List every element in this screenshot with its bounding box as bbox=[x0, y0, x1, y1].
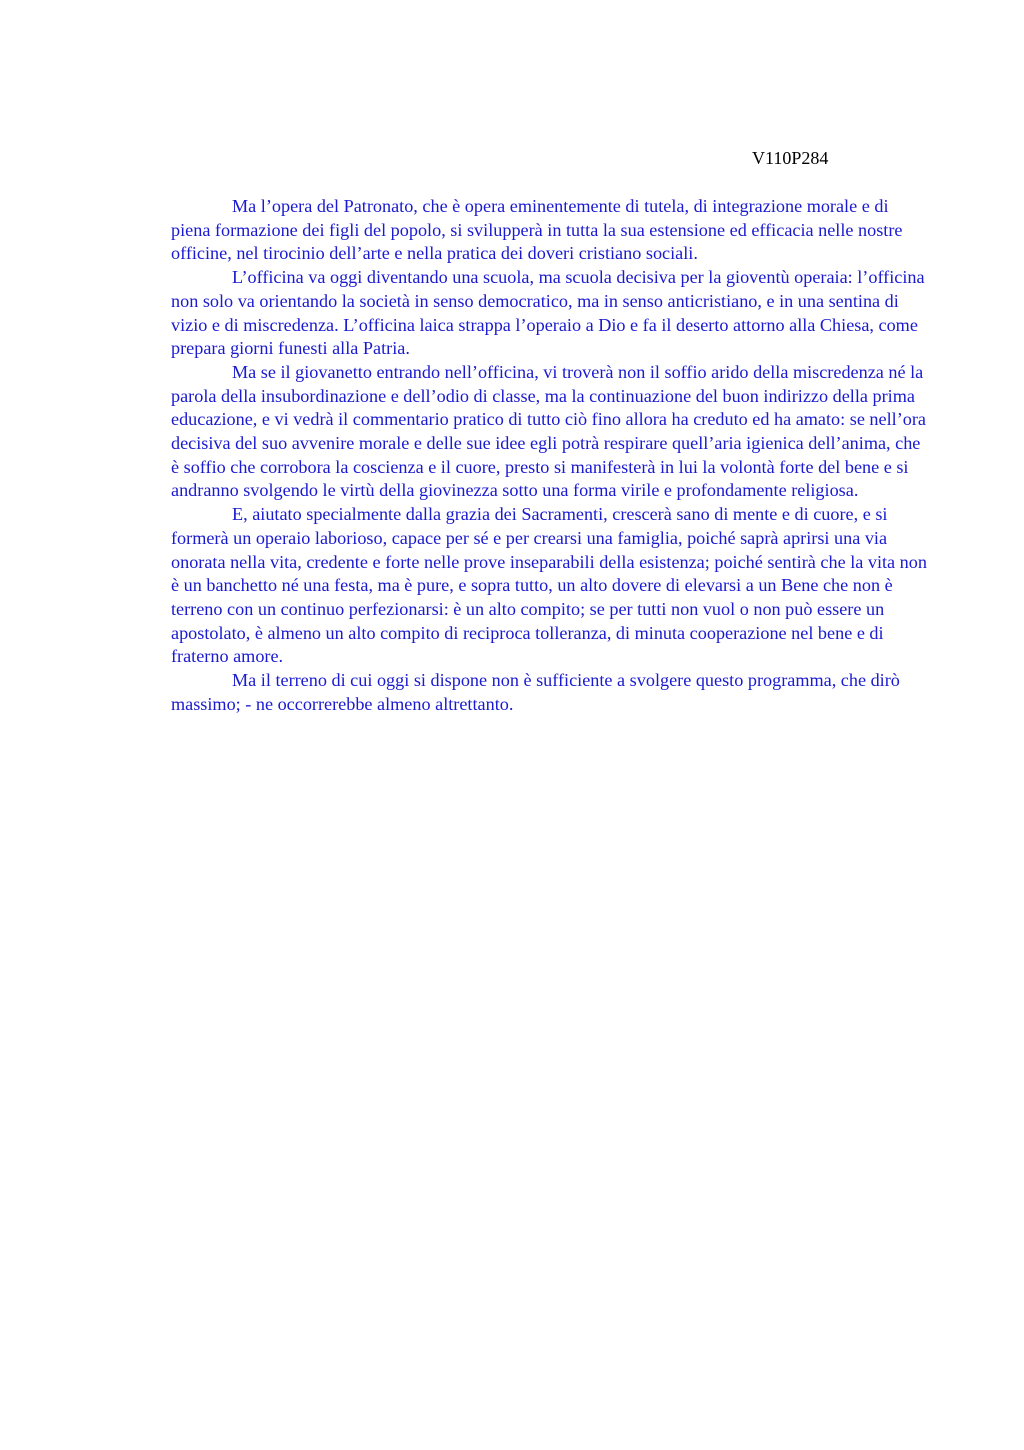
paragraph-4: E, aiutato specialmente dalla grazia dei Sacramenti, crescerà sano di mente e di cuore, e si formerà un operaio laborioso, capace per sé e per crearsi una famiglia, poiché saprà aprirsi una via onorata nella vita, credente e forte nelle prove inseparabili della esistenza; poiché sentirà che la vita non è un banchetto né una festa, ma è pure, e sopra tutto, un alto dovere di elevarsi a un Bene che non è terreno con un continuo perfezionarsi: è un alto compito; se per tutti non vuol o non può essere un apostolato, è almeno un alto compito di reciproca tolleranza, di minuta cooperazione nel bene e di fraterno amore. bbox=[171, 504, 927, 667]
paragraph-2: L’officina va oggi diventando una scuola, ma scuola decisiva per la gioventù operaia: l’officina non solo va orientando la società in senso democratico, ma in senso anticristiano, e in una sentina di vizio e di miscredenza. L’officina laica strappa l’operaio a Dio e fa il deserto attorno alla Chiesa, come prepara giorni funesti alla Patria. bbox=[171, 267, 925, 359]
paragraph-5: Ma il terreno di cui oggi si dispone non è sufficiente a svolgere questo programma, che dirò massimo; - ne occorrerebbe almeno altrettanto. bbox=[171, 670, 900, 714]
document-body bbox=[171, 195, 929, 716]
page-reference: V110P284 bbox=[752, 148, 829, 168]
paragraph-1: Ma l’opera del Patronato, che è opera eminentemente di tutela, di integrazione morale e di piena formazione dei figli del popolo, si svilupperà in tutta la sua estensione ed efficacia nelle nostre officine, nel tirocinio dell’arte e nella pratica dei doveri cristiano sociali. bbox=[171, 196, 903, 264]
paragraph-3: Ma se il giovanetto entrando nell’officina, vi troverà non il soffio arido della miscredenza né la parola della insubordinazione e dell’odio di classe, ma la continuazione del buon indirizzo della prima educazione, e vi vedrà il commentario pratico di tutto ciò fino allora ha creduto ed ha amato: se nell’ora decisiva del suo avvenire morale e delle sue idee egli potrà respirare quell’aria igienica dell’anima, che è soffio che corrobora la coscienza e il cuore, presto si manifesterà in lui la volontà forte del bene e si andranno svolgendo le virtù della giovinezza sotto una forma virile e profondamente religiosa. bbox=[171, 361, 926, 501]
